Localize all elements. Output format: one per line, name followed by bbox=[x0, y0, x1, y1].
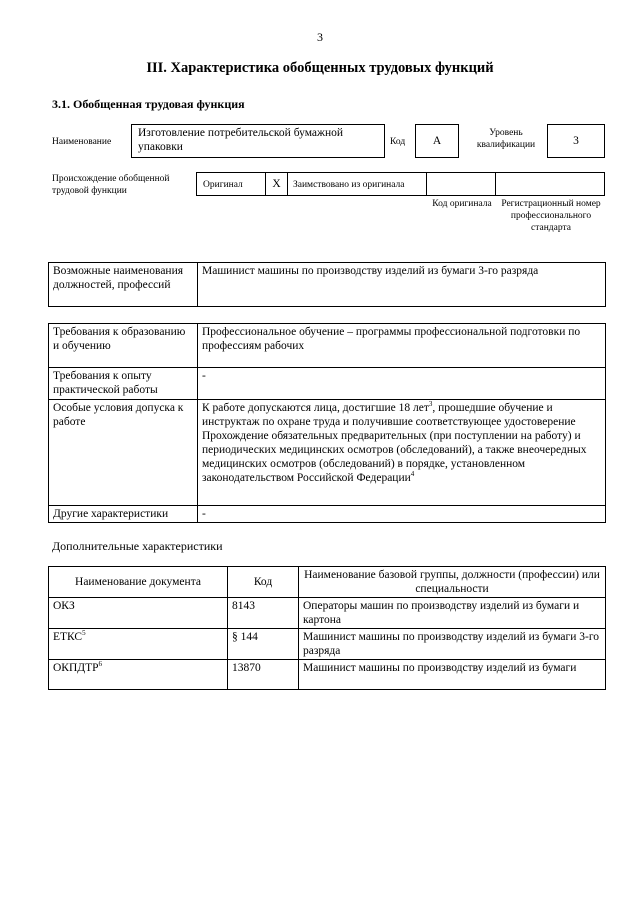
doc-group: Машинист машины по производству изделий из бумаги bbox=[299, 660, 606, 690]
doc-group: Операторы машин по производству изделий из бумаги и картона bbox=[299, 598, 606, 629]
doc-name: ЕТКС bbox=[53, 631, 83, 643]
level-label: Уровень квалификации bbox=[476, 128, 536, 150]
special-label: Особые условия допуска к работе bbox=[49, 400, 198, 506]
origin-borrowed-cell bbox=[287, 172, 427, 196]
positions-value: Машинист машины по производству изделий из бумаги 3-го разряда bbox=[198, 263, 606, 307]
origin-label: Происхождение обобщенной трудовой функции bbox=[52, 174, 170, 196]
code-caption: Код оригинала bbox=[432, 199, 492, 209]
col-code-header: Код bbox=[228, 567, 299, 598]
requirements-table bbox=[48, 323, 606, 523]
special-value bbox=[198, 400, 606, 506]
doc-name: ОКПДТР bbox=[53, 662, 99, 674]
name-value: Изготовление потребительской бумажной упаковки bbox=[131, 124, 385, 158]
original-label: Оригинал bbox=[203, 180, 243, 190]
education-value: Профессиональное обучение – программы профессиональной подготовки по профессиям рабочих bbox=[198, 324, 606, 368]
borrowed-label: Заимствовано из оригинала bbox=[293, 180, 405, 190]
doc-name: ОКЗ bbox=[53, 600, 75, 612]
reg-caption: Регистрационный номер профессионального стандарта bbox=[501, 199, 601, 233]
experience-label: Требования к опыту практической работы bbox=[49, 368, 198, 400]
original-mark: Х bbox=[265, 172, 288, 196]
col-name-header: Наименование базовой группы, должности (профессии) или специальности bbox=[299, 567, 606, 598]
level-value: 3 bbox=[547, 124, 605, 158]
footnote-3: 3 bbox=[428, 400, 433, 409]
table-row bbox=[49, 660, 606, 690]
subsection-title: 3.1. Обобщенная трудовая функция bbox=[52, 97, 245, 111]
table-row bbox=[49, 629, 606, 660]
other-label: Другие характеристики bbox=[49, 506, 198, 523]
origin-code-cell bbox=[426, 172, 496, 196]
additional-title: Дополнительные характеристики bbox=[52, 539, 223, 553]
other-value: - bbox=[198, 506, 606, 523]
education-label: Требования к образованию и обучению bbox=[49, 324, 198, 368]
col-doc-header: Наименование документа bbox=[49, 567, 228, 598]
doc-footnote: 6 bbox=[98, 660, 103, 669]
positions-label: Возможные наименования должностей, профессий bbox=[49, 263, 198, 307]
origin-reg-cell bbox=[495, 172, 605, 196]
table-row bbox=[49, 598, 606, 629]
origin-original-cell bbox=[196, 172, 266, 196]
section-title: III. Характеристика обобщенных трудовых функций bbox=[146, 60, 494, 76]
doc-code: 8143 bbox=[228, 598, 299, 629]
doc-footnote: 5 bbox=[82, 629, 86, 638]
name-label: Наименование bbox=[52, 137, 112, 147]
page-number: 3 bbox=[317, 30, 323, 44]
additional-table bbox=[48, 566, 606, 690]
footnote-4: 4 bbox=[410, 470, 415, 479]
experience-value: - bbox=[198, 368, 606, 400]
code-value: А bbox=[415, 124, 459, 158]
special-text-2: Прохождение обязательных предварительных (при поступлении на работу) и периодических медицинских осмотров (обследований), а также внеочередных медицинских осмотров (обследований) в порядке, установленном законодательством Российской Федерации bbox=[202, 430, 587, 484]
code-label: Код bbox=[390, 137, 406, 147]
doc-group: Машинист машины по производству изделий из бумаги 3-го разряда bbox=[299, 629, 606, 660]
positions-table bbox=[48, 262, 606, 307]
special-text-1a: К работе допускаются лица, достигшие 18 лет bbox=[202, 402, 429, 414]
doc-code: 13870 bbox=[228, 660, 299, 690]
doc-code: § 144 bbox=[228, 629, 299, 660]
special-text-1b: , прошедшие обучение и инструктаж по охране труда и получившие соответствующее удостоверение bbox=[202, 402, 576, 428]
